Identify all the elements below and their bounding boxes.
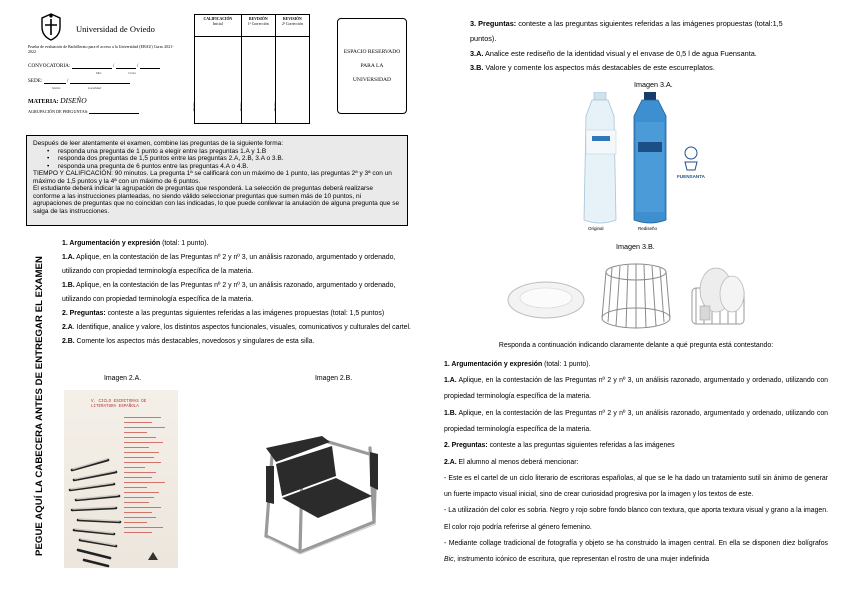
sede-hint-sesion: Sesión: [52, 86, 61, 90]
instruction-item: • responda dos preguntas de 1,5 puntos entre las preguntas 2.A, 2.B, 3.A o 3.B.: [47, 155, 401, 163]
poster-title: V. CICLO ESCRITORAS DE LITERATURA ESPAÑOLA: [91, 400, 147, 409]
answer-section: [444, 338, 828, 569]
answer-q1b: 1.B. Aplique, en la contestación de las Preguntas nº 2 y nº 3, un análisis razonado, argumentado y ordenado, utilizando con propiedad terminología específica de la materia.: [444, 409, 828, 433]
sede-field[interactable]: SEDE: /: [28, 78, 130, 84]
grade-col-1: CALIFICACIÓN Inicial: [195, 15, 242, 37]
convocatoria-field[interactable]: CONVOCATORIA: / /: [28, 63, 160, 69]
materia-label: MATERIA:: [28, 99, 59, 105]
grade-cell-1[interactable]: [192, 37, 242, 124]
right-questions: [470, 17, 810, 76]
side-banner: [27, 236, 51, 576]
convocatoria-hint-curso: Curso: [128, 71, 136, 75]
label-redesign: Rediseño: [638, 226, 658, 231]
university-reserved-box: [337, 18, 407, 114]
sede-label: SEDE:: [28, 78, 43, 84]
caption-2b: Imagen 2.B.: [315, 375, 353, 382]
convocatoria-hint-mes: Mes: [96, 71, 102, 75]
q3a: 3.A. Analice este rediseño de la identidad visual y el envase de 0,5 l de agua Fuensanta.: [470, 48, 757, 58]
pens-illustration: [64, 390, 178, 568]
exam-subtitle: Prueba de evaluación de Bachillerato para el acceso a la Universidad (EBAU) Curso 2021-2022: [28, 44, 174, 54]
instructions-intro: Después de leer atentamente el examen, combine las preguntas de la siguiente forma:: [33, 140, 284, 147]
agrupacion-field[interactable]: [28, 109, 139, 114]
answer-paragraph: - Mediante collage tradicional de fotografía y objeto se ha construido la imagen central. En ella se disponen diez bolígrafos Bic, instrumento icónico de escritura, que representan el rostro de una mujer indefinida: [444, 540, 828, 564]
grade-col-2: REVISIÓN 1ª Corrección: [241, 15, 275, 37]
q2a: 2.A. Identifique, analice y valore, los distintos aspectos funcionales, visuales, comunicativos y culturales del cartel.: [62, 324, 411, 331]
brand-name: FUENSANTA: [677, 174, 705, 179]
materia-line: [28, 96, 87, 105]
answer-intro: Responda a continuación indicando claramente delante a qué pregunta está contestando:: [498, 342, 774, 349]
dish-rack-image-3b: [504, 260, 754, 332]
sign-label: Firma: [192, 102, 196, 111]
side-banner-text: PEGUE AQUÍ LA CABECERA ANTES DE ENTREGAR EL EXAMEN: [33, 256, 45, 556]
grade-col-3: REVISIÓN 2ª Corrección: [275, 15, 309, 37]
q1b: 1.B. Aplique, en la contestación de las Preguntas nº 2 y nº 3, un análisis razonado, argumentado y ordenado, utilizando con propiedad terminología específica de la materia.: [62, 282, 396, 303]
instructions-timing: TIEMPO Y CALIFICACIÓN: 90 minutos. La pregunta 1ª se calificará con un máximo de 1 punto, las preguntas 2ª y 3ª con un máximo de 1,5 puntos y la 4ª con un máximo de 6 puntos.: [33, 170, 392, 185]
answer-2a-heading: 2.A. El alumno al menos deberá mencionar:: [444, 458, 579, 466]
answer-paragraph: - La utilización del color es sobria. Negro y rojo sobre fondo blanco con textura, que aporta textura visual y grano a la imagen. El color rojo podría referirse al género femenino.: [444, 507, 828, 531]
q1-heading: 1. Argumentación y expresión (total: 1 punto).: [62, 240, 209, 247]
caption-2a: Imagen 2.A.: [104, 375, 142, 382]
instructions-box: [26, 135, 408, 226]
grade-cell-2[interactable]: [238, 37, 275, 124]
q3-heading: 3. Preguntas: conteste a las preguntas siguientes referidas a las imágenes propuestas (total:1,5 puntos).: [470, 19, 783, 43]
poster-image-2a: [64, 390, 178, 568]
answer-q1-heading: 1. Argumentación y expresión (total: 1 punto).: [444, 360, 591, 368]
sede-hint-localidad: Localidad: [88, 86, 101, 90]
caption-3b: Imagen 3.B.: [616, 242, 655, 251]
reserved-text: ESPACIO RESERVADO PARA LA UNIVERSIDAD: [343, 49, 401, 83]
q1a: 1.A. Aplique, en la contestación de las Preguntas nº 2 y nº 3, un análisis razonado, argumentado y ordenado, utilizando con propiedad terminología específica de la materia.: [62, 254, 396, 275]
instructions-list: [33, 148, 401, 171]
q2b: 2.B. Comente los aspectos más destacables, novedosos y singulares de esta silla.: [62, 338, 315, 345]
sign-label: Firma: [238, 102, 243, 111]
instruction-item: • responda una pregunta de 1 punto a elegir entre las preguntas 1.A y 1.B: [47, 148, 401, 156]
university-crest-icon: [36, 12, 66, 42]
left-questions: [62, 237, 412, 349]
materia-value: DISEÑO: [60, 96, 87, 105]
instruction-item: • responda una pregunta de 6 puntos entre las preguntas 4.A o 4.B.: [47, 163, 401, 171]
instructions-warning: El estudiante deberá indicar la agrupación de preguntas que responderá. La selección de preguntas deberá realizarse conforme a las instrucciones planteadas, no siendo válido seleccionar preguntas que sumen más de 10 puntos, ni agrupaciones de preguntas que no coincidan con las indicadas, lo que puede conllevar la anulación de alguna pregunta que se salga de las instrucciones.: [33, 185, 400, 215]
q2-heading: 2. Preguntas: conteste a las preguntas siguientes referidas a las imágenes propuestas (total: 1,5 puntos): [62, 310, 385, 317]
sign-label: Firma: [272, 102, 277, 111]
answer-q2-heading: 2. Preguntas: conteste a las preguntas siguientes referidas a las imágenes: [444, 442, 675, 450]
label-original: Original: [588, 226, 604, 231]
answer-q1a: 1.A. Aplique, en la contestación de las Preguntas nº 2 y nº 3, un análisis razonado, argumentado y ordenado, utilizando con propiedad terminología específica de la materia.: [444, 377, 828, 401]
answer-paragraph: - Este es el cartel de un ciclo literario de escritoras españolas, al que se le ha dado un tratamiento sutil sin ánimo de generar un fuerte impacto visual inicial, sino de crear curiosidad progresiva por la imagen y los textos de este.: [444, 474, 828, 499]
q3b: 3.B. Valore y comente los aspectos más destacables de este escurreplatos.: [470, 63, 715, 73]
university-name: Universidad de Oviedo: [76, 24, 155, 34]
grade-cell-3[interactable]: [272, 37, 309, 124]
agrupacion-label: AGRUPACIÓN DE PREGUNTAS:: [28, 109, 89, 114]
caption-3a: Imagen 3.A.: [634, 80, 673, 89]
chair-image-2b: [252, 426, 390, 558]
bottles-image-3a: [578, 92, 718, 232]
grade-table: [194, 14, 310, 124]
convocatoria-label: CONVOCATORIA:: [28, 63, 71, 69]
